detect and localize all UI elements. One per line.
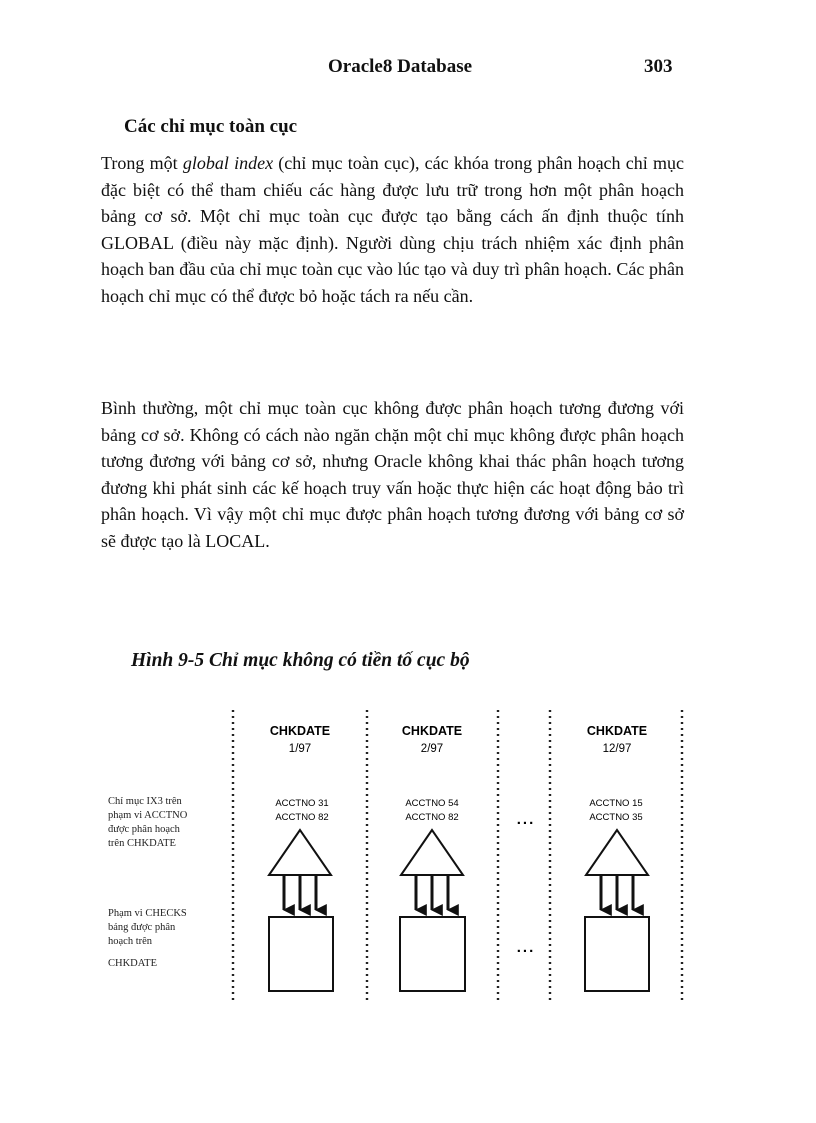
- figure-caption: Hình 9-5 Chỉ mục không có tiền tố cục bộ: [131, 650, 470, 671]
- table-label-line: Phạm vi CHECKS: [108, 908, 187, 919]
- paragraph-1-rest: (chỉ mục toàn cục), các khóa trong phân hoạch chỉ mục đặc biệt có thể tham chiếu các hàng được lưu trữ trong hơn một phân hoạch bảng cơ sở. Một chỉ mục toàn cục được tạo bằng cách ấn định thuộc tính GLOBAL (điều này mặc định). Người dùng chịu trách nhiệm xác định phân hoạch ban đầu của chỉ mục toàn cục vào lúc tạo và duy trì phân hoạch. Các phân hoạch chỉ mục có thể được bỏ hoặc tách ra nếu cần.: [101, 153, 685, 306]
- running-title: Oracle8 Database: [328, 56, 473, 77]
- section-heading: Các chỉ mục toàn cục: [124, 116, 298, 137]
- partition-value: 1/97: [288, 743, 312, 755]
- partition-12: [585, 724, 649, 991]
- index-entry: ACCTNO 35: [589, 812, 643, 823]
- ellipsis: ...: [516, 939, 536, 956]
- index-entry: ACCTNO 15: [589, 798, 643, 809]
- paragraph-1-term: global index: [182, 153, 274, 173]
- paragraph-1-start: Trong một: [101, 153, 183, 173]
- index-entry: ACCTNO 82: [275, 812, 329, 823]
- ellipsis: ...: [516, 811, 536, 828]
- partition-value: 2/97: [420, 743, 444, 755]
- table-description-label: [108, 908, 187, 969]
- index-label-line: trên CHKDATE: [108, 838, 176, 849]
- table-partition-box: [400, 917, 465, 991]
- index-entry: ACCTNO 82: [405, 812, 459, 823]
- index-triangle-icon: [269, 830, 331, 875]
- page-number: 303: [644, 56, 673, 77]
- table-label-line: hoạch trên: [108, 936, 153, 947]
- pointer-arrows: [284, 876, 316, 910]
- table-label-line: CHKDATE: [108, 958, 157, 969]
- partition-1: [269, 724, 333, 991]
- index-triangle-icon: [586, 830, 648, 875]
- index-entry: ACCTNO 31: [275, 798, 329, 809]
- pointer-arrows: [416, 876, 448, 910]
- partition-key: CHKDATE: [586, 724, 648, 738]
- index-triangle-icon: [401, 830, 463, 875]
- table-partition-box: [269, 917, 333, 991]
- partition-2: [400, 724, 465, 991]
- index-label-line: Chỉ mục IX3 trên: [108, 796, 182, 807]
- pointer-arrows: [601, 876, 633, 910]
- partition-key: CHKDATE: [401, 724, 463, 738]
- index-entry: ACCTNO 54: [405, 798, 459, 809]
- table-partition-box: [585, 917, 649, 991]
- partition-key: CHKDATE: [269, 724, 331, 738]
- partition-value: 12/97: [602, 743, 632, 755]
- index-label-line: phạm vi ACCTNO: [108, 810, 188, 821]
- paragraph-equipartition: Bình thường, một chỉ mục toàn cục không được phân hoạch tương đương với bảng cơ sở. Không có cách nào ngăn chặn một chỉ mục không được phân hoạch tương đương với bảng cơ sở, nhưng Oracle không khai thác phân hoạch tương đương khi phát sinh các kế hoạch truy vấn hoặc thực hiện các hoạt động bảo trì phân hoạch. Vì vậy một chỉ mục được phân hoạch tương đương với bảng cơ sở sẽ được tạo là LOCAL.: [101, 398, 684, 551]
- table-label-line: bảng được phân: [108, 922, 176, 933]
- index-description-label: [108, 796, 188, 849]
- index-label-line: được phân hoạch: [108, 824, 180, 835]
